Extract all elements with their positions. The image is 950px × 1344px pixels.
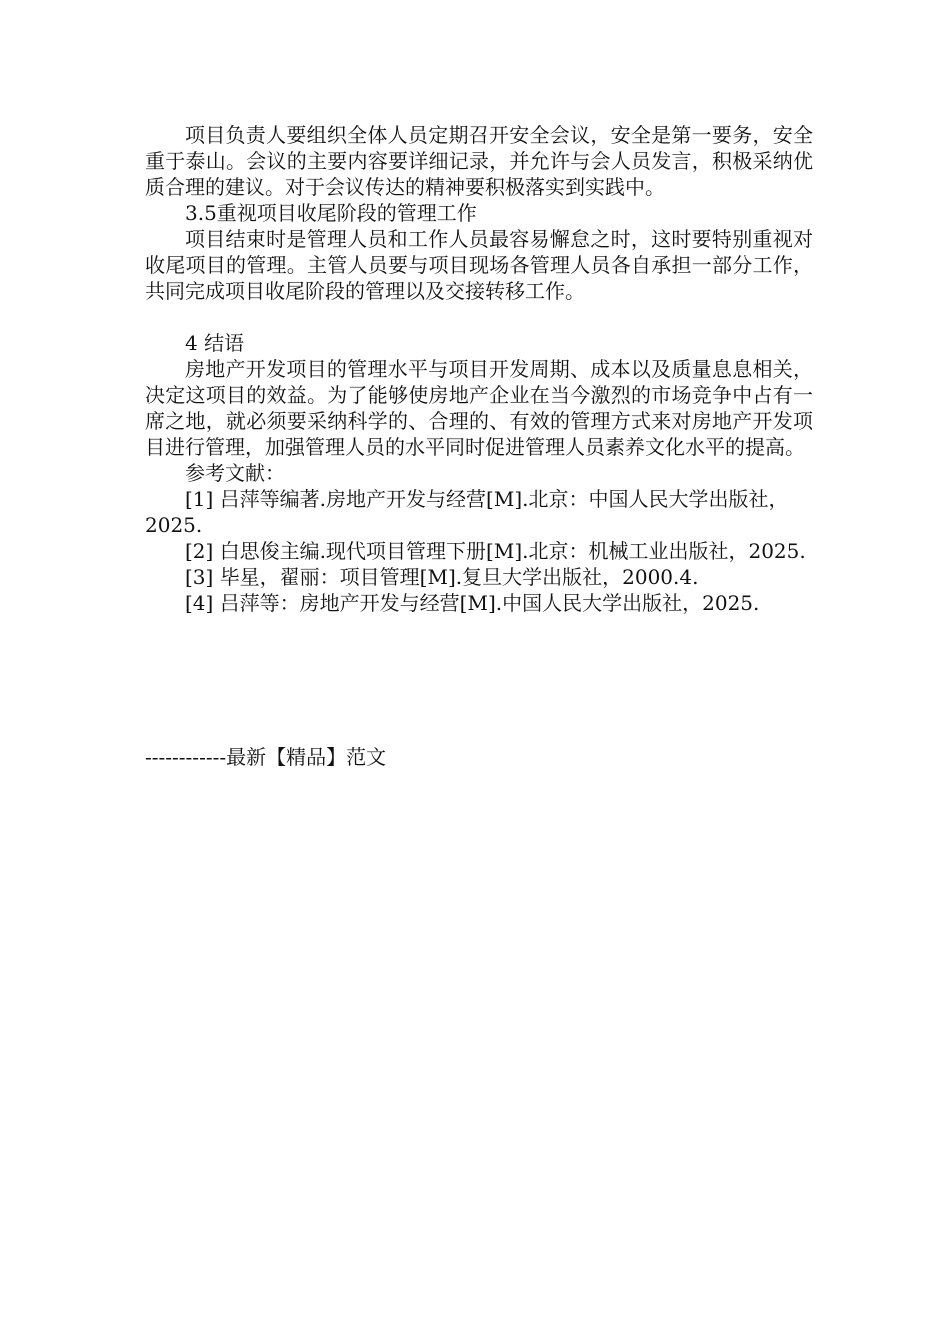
reference-item-4: [4] 吕萍等：房地产开发与经营[M].中国人民大学出版社，2025. (185, 591, 760, 615)
footer-tagline: ------------最新【精品】范文 (145, 745, 387, 769)
paragraph-project-closing: 项目结束时是管理人员和工作人员最容易懈怠之时，这时要特别重视对收尾项目的管理。主管人员要与项目现场各管理人员各自承担一部分工作，共同完成项目收尾阶段的管理以及交接转移工作。 (145, 227, 813, 303)
section-heading-4: 4 结语 (185, 331, 245, 355)
blank-line (145, 304, 813, 330)
reference-item-1: [1] 吕萍等编著.房地产开发与经营[M].北京：中国人民大学出版社，2025. (145, 487, 789, 537)
paragraph-conclusion: 房地产开发项目的管理水平与项目开发周期、成本以及质量息息相关，决定这项目的效益。为了能够使房地产企业在当今激烈的市场竞争中占有一席之地，就必须要采纳科学的、合理的、有效的管理方式来对房地产开发项目进行管理，加强管理人员的水平同时促进管理人员素养文化水平的提高。 (145, 357, 813, 459)
reference-item-2: [2] 白思俊主编.现代项目管理下册[M].北京：机械工业出版社，2025. (185, 539, 806, 563)
document-body (145, 122, 813, 616)
references-heading: 参考文献： (185, 461, 285, 485)
paragraph-safety-meeting: 项目负责人要组织全体人员定期召开安全会议，安全是第一要务，安全重于泰山。会议的主要内容要详细记录，并允许与会人员发言，积极采纳优质合理的建议。对于会议传达的精神要积极落实到实践中。 (145, 123, 813, 199)
section-heading-3-5: 3.5重视项目收尾阶段的管理工作 (185, 201, 477, 225)
reference-item-3: [3] 毕星，翟丽：项目管理[M].复旦大学出版社，2000.4. (185, 565, 699, 589)
